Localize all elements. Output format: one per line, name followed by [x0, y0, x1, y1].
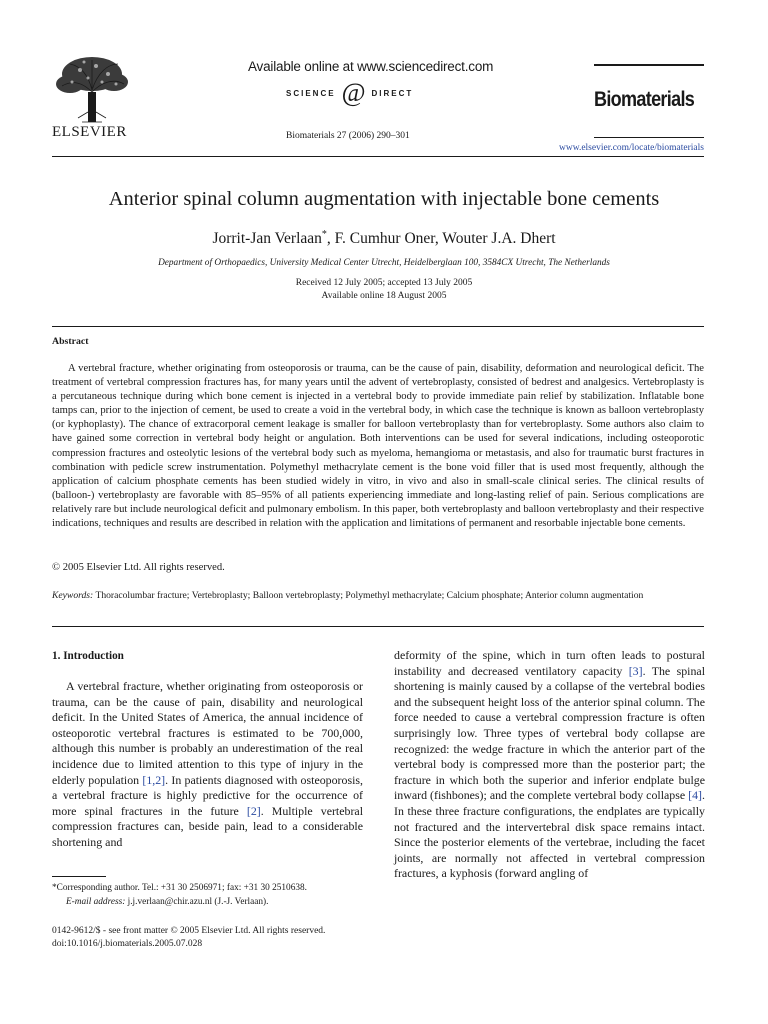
footnote-rule: [52, 876, 106, 877]
body-column-left: [52, 679, 363, 851]
col1-text-a: A vertebral fracture, whether originating from osteoporosis or trauma, can be the cause of pain, disability and neurological deficit. In the United States of America, the annual incidence of osteoporotic vertebral fractures is estimated to be 700,000, although this number is probably an underestimation of the real incidence due to limited attention to this type of injury in the elderly population: [52, 679, 363, 787]
author-others: , F. Cumhur Oner, Wouter J.A. Dhert: [326, 230, 556, 248]
corresponding-author-footnote: *Corresponding author. Tel.: +31 30 2506971; fax: +31 30 2510638.: [52, 883, 307, 893]
article-title: Anterior spinal column augmentation with injectable bone cements: [108, 188, 660, 210]
sciencedirect-at-icon: @: [341, 78, 366, 107]
email-label: E-mail address:: [66, 897, 126, 907]
abstract-text: A vertebral fracture, whether originating from osteoporosis or trauma, can be the cause of pain, disability, deformation and neurological deficit. The treatment of vertebral compression fractures has, for many years until the advent of vertebroplasty, consisted of bedrest and analgesics. Vertebroplasty is a percutaneous technique during which bone cement is injected in a vertebral body to provide immediate pain relief by stabilization. Inflatable bone tamps can, prior to the injection of cement, be used to create a void in the vertebral body, in which case the technique is known as balloon vertebroplasty (or kyphoplasty). The chance of extracorporal cement leakage is smaller for balloon vertebroplasty than for vertebroplasty. Some authors also claim to have gained some correction in vertebral body height or angulation. Both interventions can be used for several indications, including osteoporotic compression fractures and osteolytic lesions of the vertebral body such as myeloma, hemangioma or metastasis, and also for traumatic burst fractures in combination with pedicle screw instrumentation. Polymethyl methacrylate cement is the bone void filler that is used most frequently, although the application of calcium phosphate cements has been studied widely in vitro, in vivo and also in small-scale clinical series. The clinical results of (balloon-) vertebroplasty are favorable with 85–95% of all patients experiencing immediate and long-lasting relief of pain. Serious complications are relatively rare but include neurological deficit and pulmonary embolism. In this paper, both vertebroplasty and balloon vertebroplasty and their respective indications, techniques and results are described in relation with the application and limitations of permanent and resorbable injectable bone cements.: [52, 363, 704, 530]
abstract-copyright: © 2005 Elsevier Ltd. All rights reserved.: [52, 562, 225, 573]
citation-link[interactable]: [1,2]: [142, 772, 166, 787]
email-footnote: [66, 896, 268, 909]
journal-rule-top: [594, 64, 704, 66]
sciencedirect-direct-text: DIRECT: [371, 88, 414, 98]
keywords-label: Keywords:: [52, 590, 94, 601]
journal-url-link[interactable]: www.elsevier.com/locate/biomaterials: [558, 143, 704, 153]
keywords: [52, 590, 704, 602]
issn-line: 0142-9612/$ - see front matter © 2005 Elsevier Ltd. All rights reserved.: [52, 926, 326, 936]
elsevier-tree-logo-icon: [52, 52, 132, 124]
article-authors: [0, 229, 768, 248]
journal-name: Biomaterials: [594, 88, 695, 111]
available-online-text: Available online at www.sciencedirect.com: [248, 59, 494, 74]
journal-rule-bottom: [594, 137, 704, 138]
sciencedirect-logo: [286, 78, 414, 107]
publisher-name: ELSEVIER: [52, 124, 127, 140]
abstract-bottom-rule: [52, 626, 704, 627]
available-date: Available online 18 August 2005: [321, 291, 447, 301]
citation-link[interactable]: [4]: [688, 788, 703, 803]
citation-link[interactable]: [2]: [246, 803, 261, 818]
citation-link[interactable]: [3]: [628, 663, 643, 678]
email-address[interactable]: j.j.verlaan@chir.azu.nl (J.-J. Verlaan).: [127, 897, 269, 907]
col2-text-b: . The spinal shortening is mainly caused by a collapse of the vertebral bodies and the subsequent height loss of the anterior spinal column. The force needed to cause a vertebral compression fracture is often surprisingly low. Three types of vertebral body collapse are recognized: the wedge fracture in which the anterior part of the vertebral body is compressed more than the posterior part; the fracture in which both the superior and inferior endplate bulge inward (fishbones); and the complete vertebral body collapse: [394, 663, 705, 803]
abstract-heading: Abstract: [52, 336, 89, 347]
corresponding-author-mark[interactable]: *: [321, 229, 327, 240]
col2-text-a: deformity of the spine, which in turn often leads to postural instability and decreased ventilatory capacity: [394, 648, 705, 678]
doi-line[interactable]: doi:10.1016/j.biomaterials.2005.07.028: [52, 939, 203, 949]
col1-text-c: . Multiple vertebral compression fractures can, beside pain, lead to a considerable shortening and: [52, 803, 363, 849]
author-affiliation: Department of Orthopaedics, University Medical Center Utrecht, Heidelberglaan 100, 3584CX Utrecht, The Netherlands: [158, 258, 610, 268]
abstract-top-rule: [52, 326, 704, 327]
author-first: Jorrit-Jan Verlaan: [212, 230, 322, 248]
journal-citation: Biomaterials 27 (2006) 290–301: [286, 131, 410, 141]
col2-text-c: . In these three fracture configurations, the endplates are typically not fractured and the intervertebral disk space remains intact. Since the posterior elements of the vertebrae, including the facet joints, are normally not affected in vertebral compression fractures, a kyphosis (forward angling of: [394, 788, 705, 881]
received-date: Received 12 July 2005; accepted 13 July 2005: [295, 278, 473, 288]
body-column-right: [394, 648, 705, 882]
sciencedirect-science-text: SCIENCE: [286, 88, 336, 98]
section-heading: 1. Introduction: [52, 650, 124, 662]
keywords-list: Thoracolumbar fracture; Vertebroplasty; Balloon vertebroplasty; Polymethyl methacrylate; Calcium phosphate; Anterior column augmentation: [95, 590, 644, 601]
col1-text-b: . In patients diagnosed with osteoporosis, a vertebral fracture is highly predictive for the occurrence of more spinal fractures in the future: [52, 772, 363, 818]
header-divider: [52, 156, 704, 157]
